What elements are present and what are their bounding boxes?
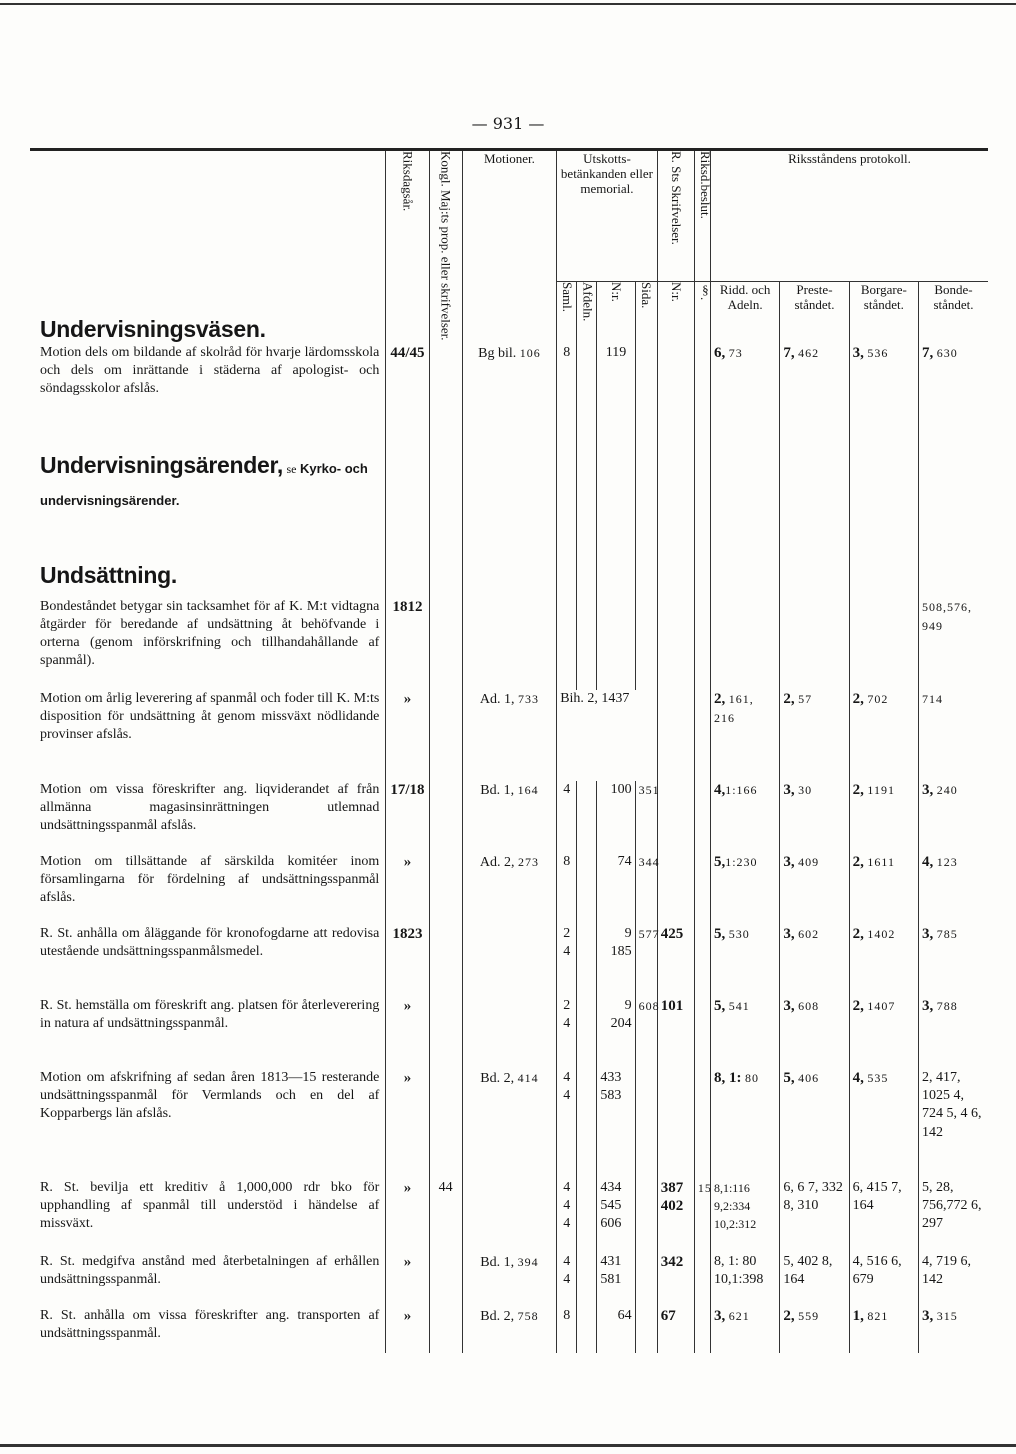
entry-bonde: 7, bbox=[922, 344, 934, 361]
entry-paragraph bbox=[694, 925, 710, 997]
entry-description: R. St. bevilja ett kreditiv å 1,000,000 rdr bko för upphandling af spanmål till understöd i händelse af missväxt. bbox=[40, 1179, 380, 1231]
entry-prop: 44 bbox=[429, 1179, 462, 1253]
entry-motion: Ad. 2, bbox=[479, 854, 515, 870]
entry-saml bbox=[557, 598, 577, 690]
entry-motion-page: 394 bbox=[517, 1254, 539, 1269]
entry-prop bbox=[429, 1253, 462, 1307]
entry-ridd: 8, 1: 80 10,1:398 bbox=[710, 1253, 779, 1307]
cross-reference-continued[interactable]: undervisningsärender. bbox=[40, 492, 180, 508]
entry-sida: 344 bbox=[635, 853, 657, 925]
entry-paragraph bbox=[694, 598, 710, 690]
entry-borgare-page: 1407 bbox=[867, 998, 896, 1013]
entry-year: » bbox=[386, 1179, 429, 1253]
entry-rsts-nr: 425 bbox=[657, 925, 694, 997]
section-title-undervisningsarender: Undervisningsärender, bbox=[40, 451, 283, 478]
entry-description: Motion dels om bildande af skolråd för hvarje lärdomsskola och dels om inrättande i städerna af apologist- och söndagsskolor afslås. bbox=[40, 344, 380, 396]
entry-ridd: 6, bbox=[713, 344, 726, 361]
entry-saml: 4 4 4 bbox=[557, 1179, 577, 1253]
section-title-undervisningsvasen: Undervisningsväsen. bbox=[40, 315, 266, 342]
header-preste: Preste-ståndet. bbox=[780, 282, 849, 344]
entry-sida bbox=[635, 1179, 657, 1253]
entry-ridd-page: 161, 216 bbox=[713, 691, 754, 725]
entry-paragraph: 15 bbox=[694, 1179, 710, 1253]
entry-prop bbox=[429, 598, 462, 690]
entry-borgare: 2, bbox=[852, 853, 864, 870]
entry-sida bbox=[635, 1253, 657, 1307]
entry-paragraph bbox=[694, 853, 710, 925]
entry-ridd: 4, bbox=[713, 781, 726, 798]
entry-motion: Bd. 1, bbox=[480, 1254, 515, 1270]
entry-ridd-page: 73 bbox=[728, 345, 743, 360]
entry-motion-page: 164 bbox=[517, 782, 539, 797]
entry-bonde-page: 785 bbox=[936, 926, 958, 941]
entry-bonde: 5, 28, 756,772 6, 297 bbox=[919, 1179, 989, 1253]
entry-borgare: 4, bbox=[852, 1069, 864, 1086]
entry-ridd: 8,1:116 9,2:334 10,2:312 bbox=[710, 1179, 779, 1253]
table-row bbox=[30, 1179, 988, 1253]
entry-bonde-page: 714 bbox=[922, 691, 943, 706]
entry-sida bbox=[635, 1307, 657, 1353]
entry-ridd-page: 80 bbox=[744, 1070, 759, 1085]
section-undervisningsarender bbox=[30, 452, 386, 492]
table-row bbox=[30, 598, 988, 690]
entry-bonde-page: 630 bbox=[936, 345, 958, 360]
entry-motion: Bd. 2, bbox=[480, 1308, 515, 1324]
header-bonde: Bonde-ståndet. bbox=[919, 282, 989, 344]
entry-ridd: 3, bbox=[713, 1307, 726, 1324]
entry-prop bbox=[429, 1307, 462, 1353]
header-sida: Sida. bbox=[635, 282, 657, 344]
entry-description: Motion om tillsättande af särskilda komitéer inom församlingarna för fördelning af undsättningsspanmål afslås. bbox=[40, 853, 380, 905]
entry-rsts-nr bbox=[657, 853, 694, 925]
entry-year: » bbox=[386, 1307, 429, 1353]
section-row bbox=[30, 452, 988, 492]
table-row bbox=[30, 1069, 988, 1179]
register-table bbox=[30, 148, 988, 1353]
header-motioner: Motioner. bbox=[462, 150, 556, 344]
entry-saml: 2 4 bbox=[557, 925, 577, 997]
entry-afdeln bbox=[577, 1179, 597, 1253]
section-row bbox=[30, 562, 988, 598]
entry-prop bbox=[429, 344, 462, 452]
entry-nr: 74 bbox=[597, 853, 635, 925]
table-row bbox=[30, 344, 988, 452]
entry-year: » bbox=[386, 997, 429, 1069]
entry-year: » bbox=[386, 690, 429, 781]
entry-ridd: 5, bbox=[713, 925, 726, 942]
entry-bonde: 3, bbox=[922, 997, 934, 1014]
entry-preste: 3, bbox=[783, 925, 795, 942]
entry-sida: 577 bbox=[635, 925, 657, 997]
entry-ridd-page: 1:230 bbox=[725, 854, 758, 869]
entry-year: » bbox=[386, 1253, 429, 1307]
entry-borgare-page: 536 bbox=[867, 345, 889, 360]
entry-preste-page: 602 bbox=[798, 926, 820, 941]
entry-ridd-page: 530 bbox=[728, 926, 750, 941]
entry-bonde: 4, 719 6, 142 bbox=[919, 1253, 989, 1307]
entry-preste: 3, bbox=[783, 781, 795, 798]
table-row bbox=[30, 925, 988, 997]
entry-description: Motion om årlig leverering af spanmål och foder till K. M:ts disposition för undsättning åt genom missväxt nödlidande provinser afslås. bbox=[40, 690, 380, 742]
entry-borgare: 2, bbox=[852, 925, 864, 942]
entry-preste: 2, bbox=[783, 690, 795, 707]
header-saml: Saml. bbox=[557, 282, 577, 344]
header-ridd: Ridd. och Adeln. bbox=[710, 282, 779, 344]
entry-year: » bbox=[386, 1069, 429, 1179]
table-row bbox=[30, 690, 988, 781]
entry-prop bbox=[429, 997, 462, 1069]
entry-bonde-page: 315 bbox=[936, 1308, 958, 1323]
entry-description: R. St. hemställa om föreskrift ang. platsen för återleverering in natura af undsättningsspanmål. bbox=[40, 997, 380, 1031]
entry-prop bbox=[429, 690, 462, 781]
entry-description: R. St. anhålla om vissa föreskrifter ang. transporten af undsättningsspanmål. bbox=[40, 1307, 380, 1341]
header-nr: N:r. bbox=[597, 282, 635, 344]
entry-ridd: 8, 1: bbox=[713, 1069, 742, 1086]
entry-prop bbox=[429, 853, 462, 925]
entry-preste: 5, 402 8, 164 bbox=[780, 1253, 849, 1307]
header-paragraph: §. bbox=[694, 282, 710, 344]
header-riksdbeslut: Riksd.beslut. bbox=[694, 150, 710, 282]
section-title-undsattning: Undsättning. bbox=[40, 561, 177, 588]
entry-sida bbox=[635, 598, 657, 690]
entry-bonde: 4, bbox=[922, 853, 934, 870]
entry-description: Motion om vissa föreskrifter ang. liqviderandet af från allmänna magasinsinrättningen utlemnad undsättningsspanmål afslås. bbox=[40, 781, 380, 833]
entry-rsts-nr: 387 402 bbox=[657, 1179, 694, 1253]
entry-year: 17/18 bbox=[386, 781, 429, 853]
entry-nr: 433 583 bbox=[597, 1069, 635, 1179]
header-protokoll: Riksståndens protokoll. bbox=[710, 150, 988, 282]
entry-ridd: 5, bbox=[713, 997, 726, 1014]
entry-rsts-nr: 67 bbox=[657, 1307, 694, 1353]
entry-paragraph bbox=[694, 1253, 710, 1307]
entry-prop bbox=[429, 925, 462, 997]
header-nr-2: N:r. bbox=[657, 282, 694, 344]
entry-ridd-page: 621 bbox=[728, 1308, 750, 1323]
entry-saml: 8 bbox=[557, 1307, 577, 1353]
entry-paragraph bbox=[694, 690, 710, 781]
entry-rsts-nr bbox=[657, 781, 694, 853]
entry-year: 44/45 bbox=[386, 344, 429, 452]
entry-saml: 4 4 bbox=[557, 1253, 577, 1307]
header-kongl: Kongl. Maj:ts prop. eller skrifvelser. bbox=[429, 150, 462, 344]
entry-borgare-page: 821 bbox=[867, 1308, 889, 1323]
entry-afdeln bbox=[577, 1253, 597, 1307]
entry-paragraph bbox=[694, 1069, 710, 1179]
entry-saml: Bih. 2, 1437 bbox=[557, 690, 658, 781]
entry-afdeln bbox=[577, 997, 597, 1069]
entry-rsts-nr bbox=[657, 1069, 694, 1179]
entry-bonde-page: 240 bbox=[936, 782, 958, 797]
entry-preste-page: 559 bbox=[798, 1308, 820, 1323]
section-row-continued bbox=[30, 492, 988, 562]
entry-prop bbox=[429, 1069, 462, 1179]
entry-saml: 4 bbox=[557, 781, 577, 853]
entry-ridd: 2, bbox=[713, 690, 726, 707]
entry-prop bbox=[429, 781, 462, 853]
entry-ridd-page: 541 bbox=[728, 998, 750, 1013]
entry-motion: Ad. 1, bbox=[479, 691, 515, 707]
entry-nr: 431 581 bbox=[597, 1253, 635, 1307]
entry-description: R. St. anhålla om åläggande för kronofogdarne att redovisa utestående undsättningsspanmålsmedel. bbox=[40, 925, 380, 959]
entry-preste-page: 57 bbox=[798, 691, 813, 706]
entry-rsts-nr bbox=[657, 344, 694, 452]
entry-bonde-page: 508,576, 949 bbox=[922, 599, 972, 633]
entry-rsts-nr: 342 bbox=[657, 1253, 694, 1307]
entry-borgare: 2, bbox=[852, 997, 864, 1014]
entry-preste-page: 462 bbox=[798, 345, 820, 360]
entry-borgare-page: 1402 bbox=[867, 926, 896, 941]
entry-motion: Bd. 2, bbox=[480, 1070, 515, 1086]
entry-preste: 5, bbox=[783, 1069, 795, 1086]
entry-afdeln bbox=[577, 925, 597, 997]
entry-motion-page: 733 bbox=[518, 691, 539, 706]
entry-borgare: 6, 415 7, 164 bbox=[849, 1179, 918, 1253]
entry-preste: 2, bbox=[783, 1307, 795, 1324]
entry-saml: 8 bbox=[557, 344, 577, 452]
entry-nr: 64 bbox=[597, 1307, 635, 1353]
entry-borgare: 4, 516 6, 679 bbox=[849, 1253, 918, 1307]
entry-sida: 351 bbox=[635, 781, 657, 853]
entry-bonde: 3, bbox=[922, 1307, 934, 1324]
entry-bonde-page: 123 bbox=[936, 854, 958, 869]
entry-sida bbox=[635, 1069, 657, 1179]
entry-motion-page: 273 bbox=[518, 854, 539, 869]
entry-year: 1812 bbox=[386, 598, 429, 690]
entry-rsts-nr: 101 bbox=[657, 997, 694, 1069]
table-row bbox=[30, 853, 988, 925]
header-afdeln: Afdeln. bbox=[577, 282, 597, 344]
entry-afdeln bbox=[577, 598, 597, 690]
entry-motion: Bd. 1, bbox=[480, 782, 515, 798]
entry-nr bbox=[597, 598, 635, 690]
entry-preste: 3, bbox=[783, 997, 795, 1014]
entry-description: R. St. medgifva anstånd med återbetalningen af erhållen undsättningsspanmål. bbox=[40, 1253, 380, 1287]
entry-afdeln bbox=[577, 853, 597, 925]
entry-borgare: 3, bbox=[852, 344, 864, 361]
entry-ridd: 5, bbox=[713, 853, 726, 870]
entry-saml: 2 4 bbox=[557, 997, 577, 1069]
entry-afdeln bbox=[577, 1307, 597, 1353]
entry-preste: 6, 6 7, 332 8, 310 bbox=[780, 1179, 849, 1253]
entry-borgare: 2, bbox=[852, 781, 864, 798]
header-borgare: Borgare-ståndet. bbox=[849, 282, 918, 344]
entry-preste: 7, bbox=[783, 344, 795, 361]
entry-nr: 100 bbox=[597, 781, 635, 853]
top-rule bbox=[0, 3, 1016, 5]
entry-motion-page: 758 bbox=[517, 1308, 539, 1323]
entry-rsts-nr bbox=[657, 598, 694, 690]
entry-rsts-nr bbox=[657, 690, 694, 781]
entry-afdeln bbox=[577, 1069, 597, 1179]
entry-motion: Bg bil. bbox=[478, 345, 517, 361]
see-label: se bbox=[286, 461, 297, 476]
entry-description: Bondeståndet betygar sin tacksamhet för af K. M:t vidtagna åtgärder för beredande af undsättning åt behöfvande i orterna (genom införskrifning och tillhandahållande af spanmål). bbox=[40, 598, 380, 668]
entry-paragraph bbox=[694, 1307, 710, 1353]
entry-afdeln bbox=[577, 344, 597, 452]
entry-borgare-page: 1611 bbox=[867, 854, 895, 869]
entry-borgare-page: 535 bbox=[867, 1070, 889, 1085]
entry-year: 1823 bbox=[386, 925, 429, 997]
entry-saml: 8 bbox=[557, 853, 577, 925]
entry-borgare: 1, bbox=[852, 1307, 864, 1324]
bottom-rule bbox=[0, 1444, 1016, 1447]
entry-bonde: 3, bbox=[922, 925, 934, 942]
entry-preste-page: 608 bbox=[798, 998, 820, 1013]
entry-saml: 4 4 bbox=[557, 1069, 577, 1179]
header-rsts: R. Sts Skrifvelser. bbox=[657, 150, 694, 282]
entry-paragraph bbox=[694, 997, 710, 1069]
entry-borgare: 2, bbox=[852, 690, 864, 707]
entry-preste: 3, bbox=[783, 853, 795, 870]
entry-borgare-page: 1191 bbox=[867, 782, 895, 797]
entry-preste-page: 30 bbox=[798, 782, 813, 797]
entry-afdeln bbox=[577, 781, 597, 853]
entry-ridd-page: 1:166 bbox=[725, 782, 758, 797]
entry-sida bbox=[635, 344, 657, 452]
header-riksdagsar: Riksdagsår. bbox=[386, 150, 429, 344]
entry-nr: 434 545 606 bbox=[597, 1179, 635, 1253]
entry-sida: 608 bbox=[635, 997, 657, 1069]
entry-description: Motion om afskrifning af sedan åren 1813—15 resterande undsättningsspanmål för Vermlands och en del af Kopparbergs län afslås. bbox=[40, 1069, 380, 1121]
entry-motion-page: 414 bbox=[517, 1070, 539, 1085]
page-number: — 931 — bbox=[471, 114, 545, 133]
entry-paragraph bbox=[694, 344, 710, 452]
entry-motion-page: 106 bbox=[519, 345, 541, 360]
entry-bonde: 2, 417, 1025 4, 724 5, 4 6, 142 bbox=[922, 1069, 982, 1140]
entry-nr: 9 204 bbox=[597, 997, 635, 1069]
entry-nr: 119 bbox=[597, 344, 635, 452]
section-heading-cell bbox=[30, 150, 386, 344]
table-row bbox=[30, 997, 988, 1069]
table-row bbox=[30, 1307, 988, 1353]
table-row bbox=[30, 781, 988, 853]
entry-preste-page: 409 bbox=[798, 854, 820, 869]
entry-borgare-page: 702 bbox=[867, 691, 889, 706]
entry-paragraph bbox=[694, 781, 710, 853]
entry-nr: 9 185 bbox=[597, 925, 635, 997]
cross-reference[interactable]: Kyrko- och bbox=[299, 460, 368, 476]
entry-bonde: 3, bbox=[922, 781, 934, 798]
header-utskotts: Utskotts-betänkanden eller memorial. bbox=[557, 150, 658, 282]
entry-bonde-page: 788 bbox=[936, 998, 958, 1013]
entry-preste-page: 406 bbox=[798, 1070, 820, 1085]
table-row bbox=[30, 1253, 988, 1307]
entry-year: » bbox=[386, 853, 429, 925]
